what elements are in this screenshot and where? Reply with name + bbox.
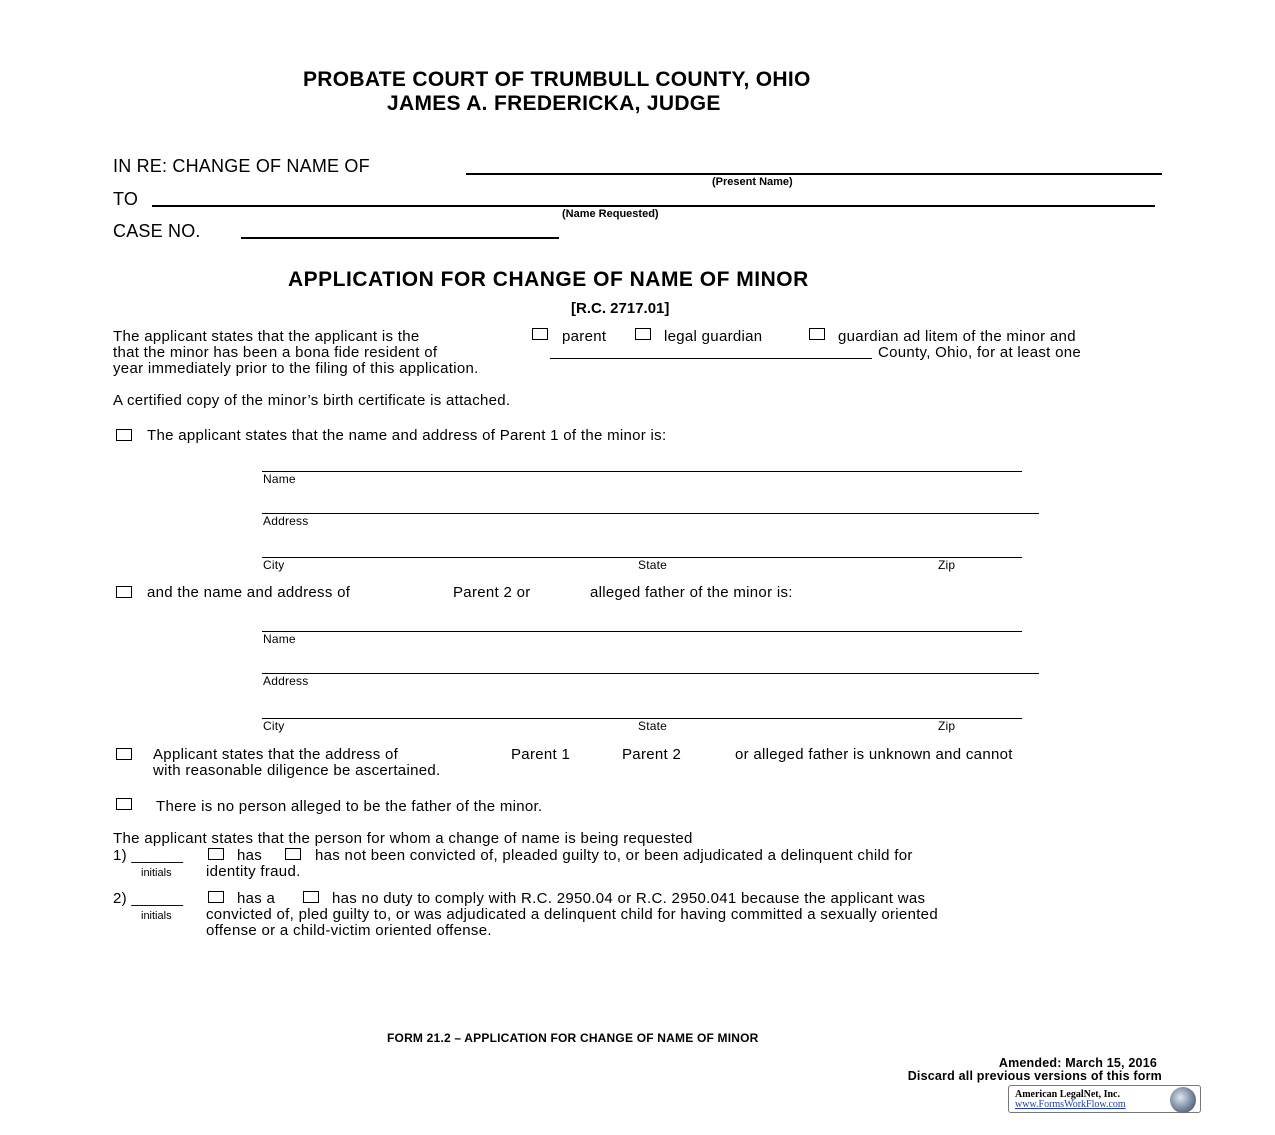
amended-date: Amended: March 15, 2016 — [998, 1056, 1157, 1070]
legal-guardian-checkbox[interactable] — [635, 328, 651, 340]
item2-text: has no duty to comply with R.C. 2950.04 or R.C. 2950.041 because the applicant was — [332, 890, 926, 907]
parent1-statement: The applicant states that the name and address of Parent 1 of the minor is: — [147, 427, 667, 444]
parent1-zip-label: Zip — [938, 558, 956, 572]
unknown-address-text: Applicant states that the address of — [153, 746, 399, 763]
in-re-label: IN RE: CHANGE OF NAME OF — [113, 156, 370, 176]
item1-has-label: has — [237, 847, 263, 864]
case-no-field[interactable] — [241, 237, 559, 239]
name-requested-label: (Name Requested) — [562, 208, 659, 220]
parent2-state-label: State — [638, 719, 668, 733]
item2-initials-label: initials — [141, 910, 172, 922]
parent1-checkbox[interactable] — [116, 429, 132, 441]
discard-notice: Discard all previous versions of this form — [907, 1069, 1162, 1083]
item2-line3: offense or a child-victim oriented offense. — [206, 922, 492, 939]
to-label: TO — [113, 189, 139, 209]
convictions-intro: The applicant states that the person for whom a change of name is being requested — [113, 830, 693, 847]
no-father-checkbox[interactable] — [116, 798, 132, 810]
legal-guardian-option-label: legal guardian — [664, 328, 763, 345]
parent2-option-label: Parent 2 or — [453, 584, 531, 601]
globe-icon — [1170, 1087, 1196, 1113]
item1-initials-field[interactable]: 1) ______ — [113, 847, 184, 864]
form-footer-name: FORM 21.2 – APPLICATION FOR CHANGE OF NAME OF MINOR — [387, 1031, 759, 1045]
unknown-parent2-label: Parent 2 — [622, 746, 682, 763]
unknown-address-checkbox[interactable] — [116, 748, 132, 760]
item2-has-no-duty-checkbox[interactable] — [303, 891, 319, 903]
no-father-text: There is no person alleged to be the father of the minor. — [156, 798, 543, 815]
resident-line3-text: year immediately prior to the filing of this application. — [113, 360, 479, 377]
parent2-city-label: City — [263, 719, 285, 733]
parent2-checkbox[interactable] — [116, 586, 132, 598]
resident-text: that the minor has been a bona fide resident of — [113, 344, 438, 361]
unknown-address-line2: with reasonable diligence be ascertained. — [153, 762, 441, 779]
parent1-city-label: City — [263, 558, 285, 572]
item2-has-label: has a — [237, 890, 276, 907]
item1-has-checkbox[interactable] — [208, 848, 224, 860]
statute-reference: [R.C. 2717.01] — [571, 300, 670, 317]
unknown-parent1-label: Parent 1 — [511, 746, 571, 763]
present-name-field[interactable] — [466, 173, 1162, 175]
item1-line2: identity fraud. — [206, 863, 301, 880]
item1-text: has not been convicted of, pleaded guilty to, or been adjudicated a delinquent child for — [315, 847, 913, 864]
name-requested-field[interactable] — [152, 205, 1155, 207]
parent1-state-label: State — [638, 558, 668, 572]
guardian-ad-litem-option-label: guardian ad litem of the minor and — [838, 328, 1076, 345]
parent2-statement: and the name and address of — [147, 584, 351, 601]
form-title: APPLICATION FOR CHANGE OF NAME OF MINOR — [288, 268, 809, 291]
parent2-address-field[interactable] — [262, 673, 1039, 674]
parent1-address-label: Address — [263, 514, 309, 528]
case-no-label: CASE NO. — [113, 221, 201, 241]
parent2-address-label: Address — [263, 674, 309, 688]
logo-company: American LegalNet, Inc. — [1015, 1089, 1120, 1100]
item2-line2: convicted of, pled guilty to, or was adjudicated a delinquent child for having committed a sexually oriented — [206, 906, 938, 923]
birth-certificate-text: A certified copy of the minor’s birth certificate is attached. — [113, 392, 511, 409]
parent-option-label: parent — [562, 328, 607, 345]
resident-suffix-text: County, Ohio, for at least one — [878, 344, 1081, 361]
item1-has-not-checkbox[interactable] — [285, 848, 301, 860]
guardian-ad-litem-checkbox[interactable] — [809, 328, 825, 340]
county-field[interactable] — [550, 358, 872, 359]
alleged-father-option-label: alleged father of the minor is: — [590, 584, 793, 601]
item2-initials-field[interactable]: 2) ______ — [113, 890, 184, 907]
parent1-name-field[interactable] — [262, 471, 1022, 472]
parent2-name-label: Name — [263, 632, 296, 646]
logo-url-link[interactable]: www.FormsWorkFlow.com — [1015, 1099, 1126, 1110]
present-name-label: (Present Name) — [712, 176, 793, 188]
parent-checkbox[interactable] — [532, 328, 548, 340]
parent1-address-field[interactable] — [262, 513, 1039, 514]
parent2-zip-label: Zip — [938, 719, 956, 733]
court-title: PROBATE COURT OF TRUMBULL COUNTY, OHIO — [303, 68, 811, 91]
parent1-name-label: Name — [263, 472, 296, 486]
unknown-address-suffix: or alleged father is unknown and cannot — [735, 746, 1013, 763]
american-legalnet-logo[interactable] — [1008, 1085, 1201, 1113]
item2-has-checkbox[interactable] — [208, 891, 224, 903]
item1-initials-label: initials — [141, 867, 172, 879]
parent2-name-field[interactable] — [262, 631, 1022, 632]
applicant-role-text: The applicant states that the applicant is the — [113, 328, 420, 345]
judge-name: JAMES A. FREDERICKA, JUDGE — [387, 92, 721, 115]
